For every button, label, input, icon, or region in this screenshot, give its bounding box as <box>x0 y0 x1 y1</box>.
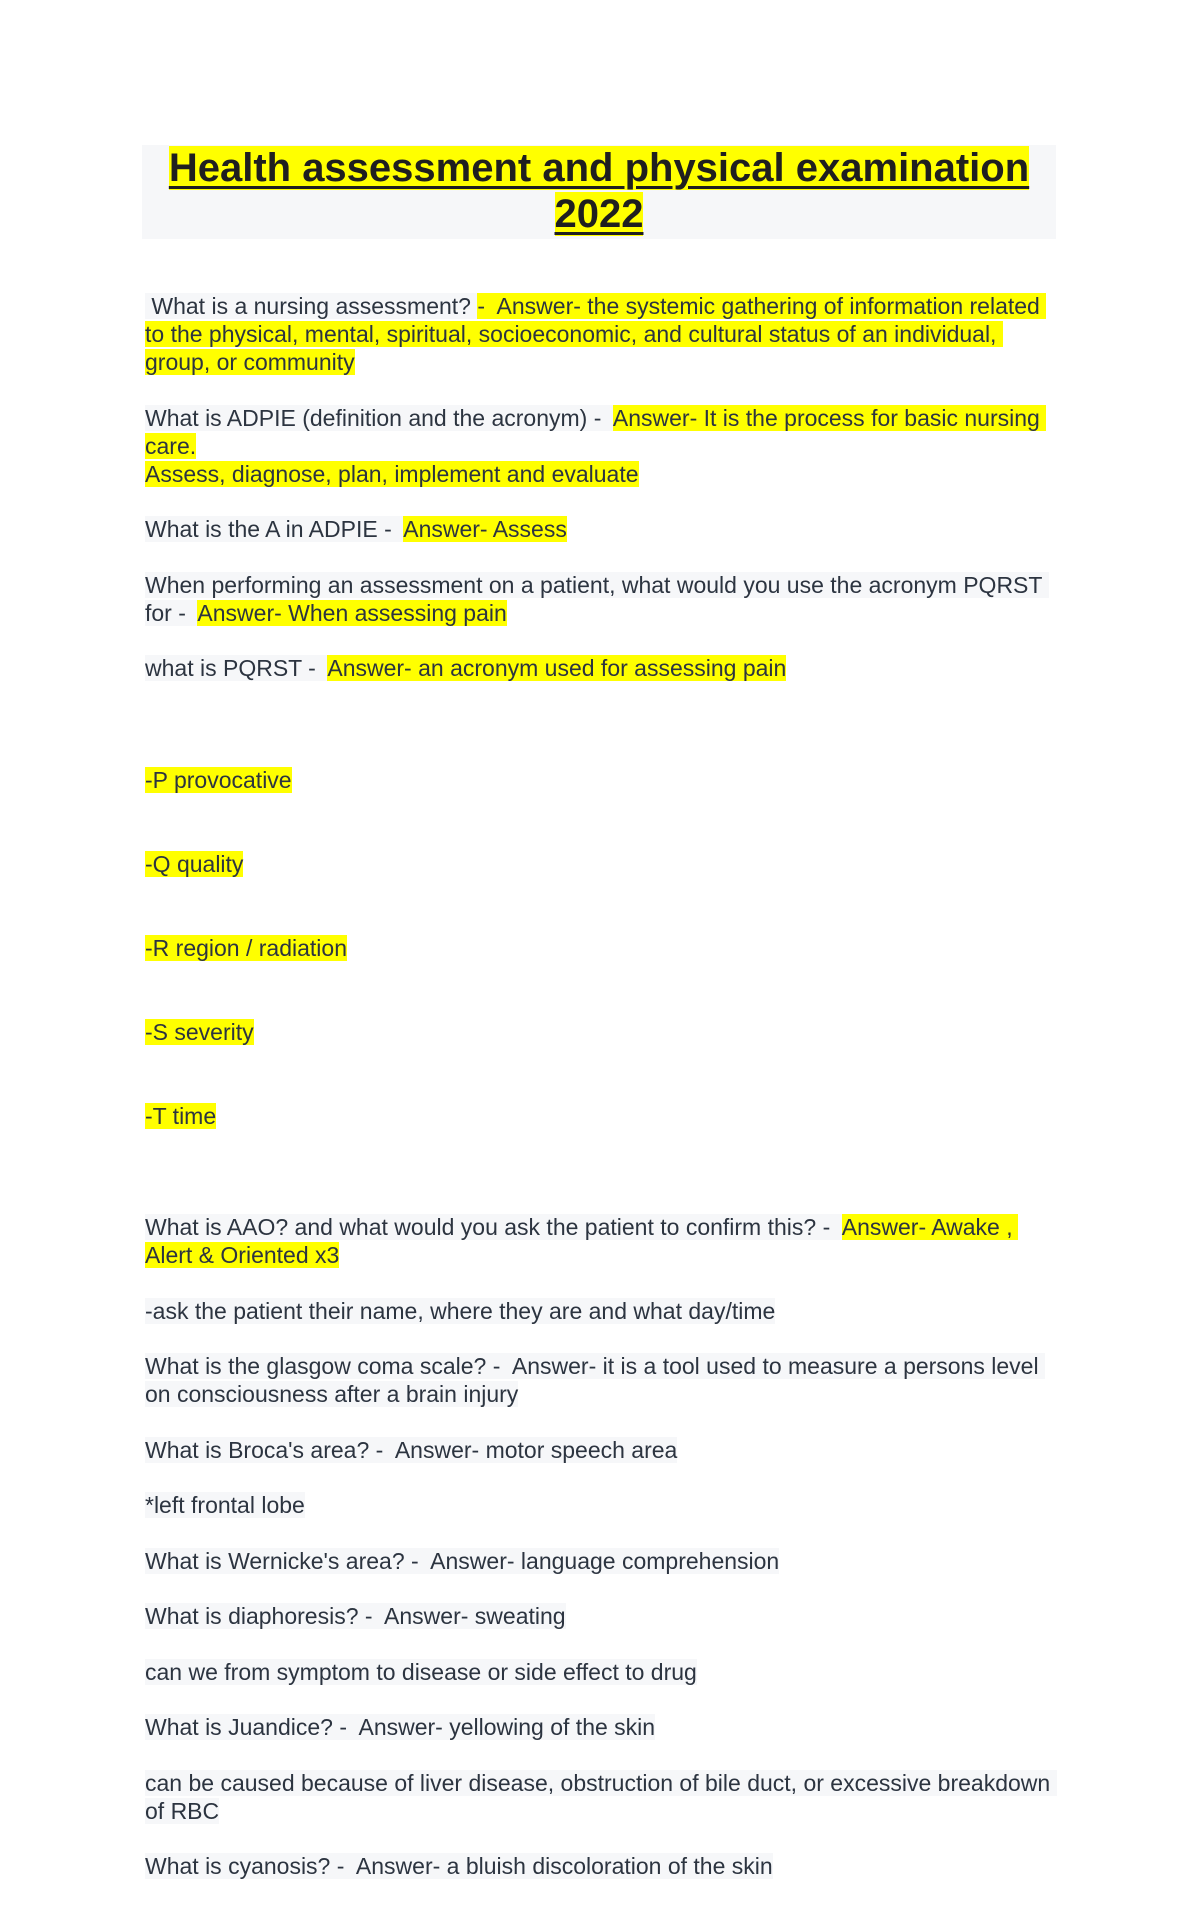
title-line-2: 2022 <box>554 192 644 236</box>
answer-text: Answer- an acronym used for assessing pain <box>327 655 787 681</box>
title-line-1: Health assessment and physical examination <box>168 146 1030 190</box>
qa-pqrst-for <box>145 571 1065 627</box>
question-text: what is PQRST - <box>145 655 328 681</box>
list-item: -T time <box>145 1102 217 1129</box>
answer-text: Answer- When assessing pain <box>197 599 507 626</box>
jaundice-note: can be caused because of liver disease, obstruction of bile duct, or excessive breakdown of RBC <box>145 1769 1057 1824</box>
symptom-note: can we from symptom to disease or side effect to drug <box>145 1658 697 1685</box>
question-text: What is ADPIE (definition and the acronym) - <box>145 404 613 431</box>
qa-jaundice: What is Juandice? - Answer- yellowing of the skin <box>145 1714 656 1740</box>
question-text: What is AAO? and what would you ask the patient to confirm this? - <box>145 1214 842 1240</box>
qa-nursing-assessment <box>145 292 1065 376</box>
answer-text: Answer- It is the process for basic nursing care. <box>145 404 1047 459</box>
broca-note: *left frontal lobe <box>145 1492 305 1518</box>
qa-wernicke: What is Wernicke's area? - Answer- language comprehension <box>145 1547 780 1574</box>
list-item: -S severity <box>145 1018 254 1045</box>
list-item: -Q quality <box>145 850 244 877</box>
qa-aao <box>145 1213 1065 1269</box>
answer-text: Answer- Assess <box>403 516 567 542</box>
list-item: -P provocative <box>145 766 292 793</box>
document-title <box>142 145 1056 239</box>
qa-adpie <box>145 404 1065 488</box>
answer-text: Assess, diagnose, plan, implement and evaluate <box>145 460 639 487</box>
qa-broca: What is Broca's area? - Answer- motor speech area <box>145 1436 678 1463</box>
question-text: When performing an assessment on a patient, what would you use the acronym PQRST for - <box>145 571 1049 626</box>
pqrst-list <box>145 710 1065 1186</box>
list-item: -R region / radiation <box>145 934 347 961</box>
answer-text: Answer- Awake , Alert & Oriented x3 <box>145 1214 1018 1268</box>
qa-glasgow: What is the glasgow coma scale? - Answer- it is a tool used to measure a persons level on consciousness after a brain injury <box>145 1353 1045 1407</box>
qa-adpie-a <box>145 515 1065 543</box>
question-text: What is a nursing assessment? <box>145 293 478 319</box>
qa-diaphoresis: What is diaphoresis? - Answer- sweating <box>145 1603 566 1629</box>
qa-content <box>145 292 1065 1908</box>
qa-cyanosis: What is cyanosis? - Answer- a bluish discoloration of the skin <box>145 1853 773 1879</box>
qa-pqrst <box>145 654 1065 682</box>
answer-text: - Answer- the systemic gathering of information related to the physical, mental, spiritual, socioeconomic, and cultural status of an individual, group, or community <box>145 293 1047 375</box>
aao-note: -ask the patient their name, where they are and what day/time <box>145 1297 776 1324</box>
question-text: What is the A in ADPIE - <box>145 516 404 542</box>
